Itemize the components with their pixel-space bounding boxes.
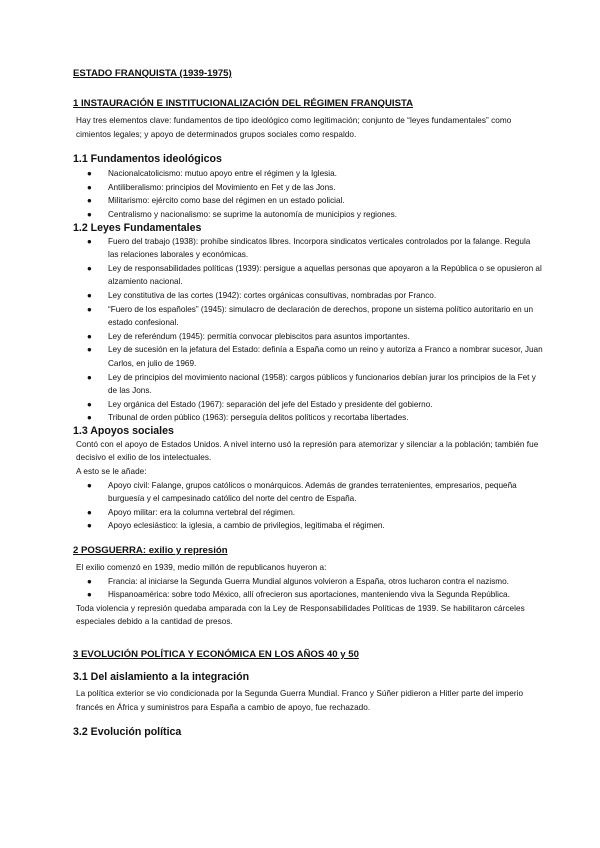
subsection-1-3-heading: 1.3 Apoyos sociales bbox=[73, 424, 174, 437]
section-1-intro: Hay tres elementos clave: fundamentos de tipo ideológico como legitimación; conjunto de “leyes fundamentales” como cimientos legales; y apoyo de determinados grupos sociales como respaldo. bbox=[76, 116, 512, 139]
subsection-3-1-heading: 3.1 Del aislamiento a la integración bbox=[73, 671, 250, 683]
fundamental-laws-list bbox=[73, 235, 543, 425]
list-item-text: Ley constitutiva de las cortes (1942): cortes orgánicas consultivas, nombradas por Franco. bbox=[108, 290, 437, 300]
section-1-heading: 1 INSTAURACIÓN E INSTITUCIONALIZACIÓN DEL RÉGIMEN FRANQUISTA bbox=[73, 98, 414, 109]
list-item bbox=[87, 167, 543, 181]
exile-destinations-list bbox=[73, 575, 543, 602]
subsection-1-1-heading: 1.1 Fundamentos ideológicos bbox=[73, 153, 222, 166]
list-item-text: Antiliberalismo: principios del Movimiento en Fet y de las Jons. bbox=[108, 182, 336, 192]
list-item bbox=[87, 588, 543, 602]
list-item-text: Centralismo y nacionalismo: se suprime la autonomía de municipios y regiones. bbox=[108, 209, 397, 219]
social-support-intro: Contó con el apoyo de Estados Unidos. A nivel interno usó la represión para atemorizar y silenciar a la población; también fue decisivo el exilio de los intelectuales. bbox=[76, 439, 539, 463]
list-item-text: Francia: al iniciarse la Segunda Guerra Mundial algunos volvieron a España, otros lucharon contra el nazismo. bbox=[108, 576, 509, 586]
list-item bbox=[87, 330, 543, 344]
social-support-lead: A esto se le añade: bbox=[76, 467, 147, 477]
list-item bbox=[87, 411, 543, 425]
foreign-policy-paragraph: La política exterior se vio condicionada por la Segunda Guerra Mundial. Franco y Súñer pidieron a Hitler parte del imperio francés en África y suministros para España a cambio de apoyo, fue rechazado. bbox=[76, 689, 524, 712]
document-title: ESTADO FRANQUISTA (1939-1975) bbox=[73, 68, 232, 79]
exile-intro: El exilio comenzó en 1939, medio millón de republicanos huyeron a: bbox=[76, 563, 327, 573]
list-item bbox=[87, 343, 543, 370]
bullet-icon: ● bbox=[87, 480, 92, 490]
list-item bbox=[87, 506, 543, 520]
document-body bbox=[73, 68, 543, 739]
list-item-text: Apoyo civil: Falange, grupos católicos o monárquicos. Además de grandes terratenientes, empresarios, pequeña burguesía y el campesinado católico del norte del centro de España. bbox=[108, 480, 517, 504]
section-3-heading: 3 EVOLUCIÓN POLÍTICA Y ECONÓMICA EN LOS AÑOS 40 y 50 bbox=[73, 649, 359, 660]
bullet-icon: ● bbox=[87, 331, 92, 341]
bullet-icon: ● bbox=[87, 507, 92, 517]
bullet-icon: ● bbox=[87, 290, 92, 300]
section-2 bbox=[73, 545, 543, 629]
bullet-icon: ● bbox=[87, 372, 92, 382]
list-item-text: Apoyo militar: era la columna vertebral del régimen. bbox=[108, 507, 296, 517]
bullet-icon: ● bbox=[87, 590, 92, 600]
ideological-foundations-list bbox=[73, 167, 543, 221]
list-item bbox=[87, 262, 543, 289]
list-item-text: Apoyo eclesiástico: la iglesia, a cambio de privilegios, legitimaba el régimen. bbox=[108, 521, 385, 531]
list-item-text: Ley orgánica del Estado (1967): separación del jefe del Estado y presidente del gobierno. bbox=[108, 399, 433, 409]
list-item-text: Tribunal de orden público (1963): perseguía delitos políticos y recortaba libertades. bbox=[108, 413, 409, 423]
list-item bbox=[87, 194, 543, 208]
list-item-text: “Fuero de los españoles” (1945): simulacro de declaración de derechos, propone un sistema político autoritario en un estado confesional. bbox=[108, 304, 534, 328]
list-item bbox=[87, 235, 543, 262]
section-1 bbox=[73, 98, 543, 533]
list-item-text: Nacionalcatolicismo: mutuo apoyo entre el régimen y la Iglesia. bbox=[108, 169, 337, 179]
bullet-icon: ● bbox=[87, 236, 92, 246]
list-item bbox=[87, 181, 543, 195]
list-item bbox=[87, 479, 543, 506]
bullet-icon: ● bbox=[87, 263, 92, 273]
repression-paragraph: Toda violencia y represión quedaba amparada con la Ley de Responsabilidades Políticas de 1939. Se habilitaron cárceles especiales debido a la cantidad de presos. bbox=[76, 603, 525, 627]
bullet-icon: ● bbox=[87, 521, 92, 531]
list-item-text: Ley de responsabilidades políticas (1939): persigue a aquellas personas que apoyaron a la República o se opusieron al alzamiento nacional. bbox=[108, 263, 542, 287]
list-item bbox=[87, 519, 543, 533]
list-item-text: Hispanoamérica: sobre todo México, allí ofrecieron sus aportaciones, manteniendo viva la Segunda República. bbox=[108, 590, 510, 600]
section-3 bbox=[73, 649, 543, 739]
section-2-heading: 2 POSGUERRA: exilio y represión bbox=[73, 545, 228, 557]
social-support-list bbox=[73, 479, 543, 533]
list-item bbox=[87, 398, 543, 412]
bullet-icon: ● bbox=[87, 399, 92, 409]
list-item bbox=[87, 575, 543, 589]
list-item bbox=[87, 289, 543, 303]
list-item bbox=[87, 303, 543, 330]
bullet-icon: ● bbox=[87, 169, 92, 179]
list-item-text: Ley de principios del movimiento nacional (1958): cargos públicos y funcionarios debían jurar los principios de la Fet y de las Jons. bbox=[108, 372, 536, 396]
list-item bbox=[87, 208, 543, 222]
bullet-icon: ● bbox=[87, 304, 92, 314]
subsection-3-2-heading: 3.2 Evolución política bbox=[73, 726, 182, 739]
bullet-icon: ● bbox=[87, 182, 92, 192]
list-item-text: Fuero del trabajo (1938): prohíbe sindicatos libres. Incorpora sindicatos verticales controlados por la falange. Regula las relaciones laborales y económicas. bbox=[108, 236, 531, 260]
list-item-text: Militarismo: ejército como base del régimen en un estado policial. bbox=[108, 196, 345, 206]
list-item bbox=[87, 371, 543, 398]
bullet-icon: ● bbox=[87, 345, 92, 355]
bullet-icon: ● bbox=[87, 209, 92, 219]
list-item-text: Ley de sucesión en la jefatura del Estado: definía a España como un reino y autoriza a Franco a nombrar sucesor, Juan Carlos, en julio de 1969. bbox=[108, 345, 543, 368]
list-item-text: Ley de referéndum (1945): permitía convocar plebiscitos para asuntos importantes. bbox=[108, 331, 410, 341]
bullet-icon: ● bbox=[87, 196, 92, 206]
bullet-icon: ● bbox=[87, 576, 92, 586]
subsection-1-2-heading: 1.2 Leyes Fundamentales bbox=[73, 221, 202, 234]
bullet-icon: ● bbox=[87, 413, 92, 423]
